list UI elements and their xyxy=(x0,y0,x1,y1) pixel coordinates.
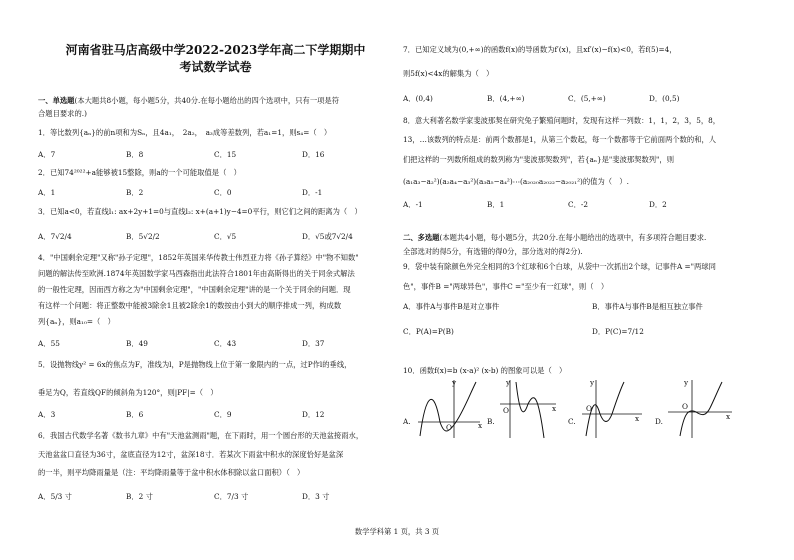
q10-a-x: x xyxy=(478,421,483,430)
q6-line1: 6．我国古代数学名著《数书九章》中有"天池盆测雨"题，在下雨时，用一个圆台形的天池盆接雨水， xyxy=(38,431,364,440)
q9-option-d: D．P(C)=7/12 xyxy=(592,327,644,336)
q8-option-a: A．-1 xyxy=(403,200,423,209)
q9-line2: 色"，事件B ="两球异色"，事件C ="至少有一红球"，则（ ） xyxy=(403,282,609,291)
q10-b-y: y xyxy=(506,378,511,387)
q6-option-b: B．2 寸 xyxy=(126,492,153,501)
q10-graph-d xyxy=(666,378,734,440)
q2-option-a: A．1 xyxy=(38,188,56,197)
q4-option-b: B．49 xyxy=(126,339,148,348)
q9-line1: 9．袋中装有除颜色外完全相同的3个红球和6个白球，从袋中一次抓出2个球，记事件A ="两球同 xyxy=(403,262,716,271)
q7-option-d: D．(0,5) xyxy=(649,94,680,103)
section1-desc1: (本大题共8小题，每小题5分，共40分.在每小题给出的四个选项中，只有一项是符 xyxy=(74,96,340,105)
q6-line3: 的一半，则平均降雨量是（注：平均降雨量等于盆中积水体积除以盆口面积）（ ） xyxy=(38,468,305,477)
q4-line3: 的一般性定理，因而西方称之为"中国剩余定理"，"中国剩余定理"讲的是一个关于同余的问题．现 xyxy=(38,285,351,294)
q4-option-a: A．55 xyxy=(38,339,60,348)
exam-title xyxy=(38,42,393,76)
q3-text: 3．已知a<0，若直线l₁: ax+2y+1=0与直线l₂: x+(a+1)y−4=0平行，则它们之间的距离为（ ） xyxy=(38,207,362,216)
q6-option-a: A．5/3 寸 xyxy=(38,492,72,501)
q8-option-d: D．2 xyxy=(649,200,667,209)
q5-option-b: B．6 xyxy=(126,410,144,419)
q10-c-x: x xyxy=(635,414,640,423)
q5-option-c: C．9 xyxy=(214,410,232,419)
q8-option-b: B．1 xyxy=(487,200,505,209)
q10-option-a: A. xyxy=(403,417,411,426)
q2-text: 2．已知74²⁰²²+a能够被15整除，则a的一个可能取值是（ ） xyxy=(38,168,241,177)
q1-option-b: B．8 xyxy=(126,150,144,159)
q7-option-c: C．(5,+∞) xyxy=(568,94,606,103)
section2-desc1: (本题共4小题，每小题5分，共20分.在每小题给出的选项中，有多项符合题目要求. xyxy=(439,233,707,242)
q4-option-c: C．43 xyxy=(214,339,237,348)
q4-line4: 有这样一个问题：将正整数中能被3除余1且被2除余1的数按由小到大的顺序排成一列，构成数 xyxy=(38,301,342,310)
q9-option-a: A．事件A与事件B是对立事件 xyxy=(403,302,500,311)
q10-option-b: B. xyxy=(487,417,495,426)
section1-heading: 一、单选题 xyxy=(38,96,75,105)
q10-c-o: O xyxy=(586,404,592,413)
q3-option-b: B．5√2/2 xyxy=(126,232,160,241)
q4-line1: 4．"中国剩余定理"又称"孙子定理"，1852年英国来华传教士伟烈亚力将《孙子算经》中"物不知数" xyxy=(38,253,359,262)
q10-a-y: y xyxy=(452,378,457,387)
q1-text: 1．等比数列{aₙ}的前n项和为Sₙ，且4a₁， 2a₂， a₃成等差数列，若a₁=1，则s₄=（ ） xyxy=(38,128,332,137)
q4-line5: 列{aₙ}，则a₁₀=（ ） xyxy=(38,317,115,326)
q1-option-d: D．16 xyxy=(302,150,325,159)
q6-option-c: C．7/3 寸 xyxy=(214,492,249,501)
q7-line2: 则5f(x)<4x的解集为（ ） xyxy=(403,69,494,78)
section1-header xyxy=(38,96,339,106)
q6-option-d: D．3 寸 xyxy=(302,492,330,501)
q8-line3: 们把这样的一列数所组成的数列称为"斐波那契数列"，若{aₙ}是"斐波那契数列"，则 xyxy=(403,155,675,164)
q8-line1: 8．意大利著名数学家斐波那契在研究兔子繁殖问题时，发现有这样一列数：1，1，2，3，5，8， xyxy=(403,116,721,125)
q7-option-b: B．(4,+∞) xyxy=(487,94,525,103)
q10-d-x: x xyxy=(726,412,731,421)
q10-option-c: C. xyxy=(568,417,576,426)
q10-b-x: x xyxy=(552,404,557,413)
section2-header xyxy=(403,233,706,243)
q10-option-d: D. xyxy=(655,417,663,426)
q10-text: 10．函数f(x)=b (x-a)² (x-b) 的图象可以是（ ） xyxy=(403,366,567,375)
q9-option-c: C．P(A)=P(B) xyxy=(403,327,454,336)
exam-title-line2: 考试数学试卷 xyxy=(179,60,252,74)
q10-d-y: y xyxy=(684,378,689,387)
q8-option-c: C．-2 xyxy=(568,200,588,209)
q9-option-b: B．事件A与事件B是相互独立事件 xyxy=(592,302,703,311)
q10-b-o: O xyxy=(503,406,509,415)
exam-title-line1: 河南省驻马店高级中学2022-2023学年高二下学期期中 xyxy=(65,43,366,57)
q7-option-a: A．(0,4) xyxy=(403,94,433,103)
q1-option-a: A．7 xyxy=(38,150,56,159)
q5-line1: 5．设抛物线y² = 6x的焦点为F，准线为l，P是抛物线上位于第一象限内的一点，过P作l的垂线， xyxy=(38,360,352,369)
q2-option-c: C．0 xyxy=(214,188,232,197)
q5-option-a: A．3 xyxy=(38,410,56,419)
q10-a-o: O xyxy=(446,423,452,432)
q2-option-b: B．2 xyxy=(126,188,144,197)
q8-line4: (a₁a₃−a₂²)(a₂a₄−a₃²)(a₃a₅−a₄²)⋯(a₂₀₂₀a₂₀₂₂−a₂₀₂₁²)的值为（ ）. xyxy=(403,177,629,186)
q8-line2: 13，…该数列的特点是：前两个数都是1，从第三个数起，每一个数都等于它前面两个数的和，人 xyxy=(403,135,717,144)
q5-line2: 垂足为Q，若直线QF的倾斜角为120°，则|PF|=（ ） xyxy=(38,388,218,397)
q7-line1: 7．已知定义域为(0,+∞)的函数f(x)的导函数为f′(x)，且xf′(x)−f(x)<0，若f(5)=4， xyxy=(403,45,677,54)
section1-desc2: 合题目要求的.) xyxy=(38,109,87,118)
page-footer: 数学学科第 1 页，共 3 页 xyxy=(354,527,440,536)
section2-heading: 二、多选题 xyxy=(403,233,440,242)
section2-desc2: 全部选对的得5分，有选错的得0分，部分选对的得2分). xyxy=(403,247,583,256)
q5-option-d: D．12 xyxy=(302,410,325,419)
q10-d-o: O xyxy=(682,402,688,411)
q6-line2: 天池盆盆口直径为36寸，盆底直径为12寸，盆深18寸．若某次下雨盆中积水的深度恰好是盆深 xyxy=(38,450,344,459)
q2-option-d: D．-1 xyxy=(302,188,323,197)
q10-c-y: y xyxy=(590,378,595,387)
q3-option-c: C．√5 xyxy=(214,232,237,241)
q3-option-a: A．7√2/4 xyxy=(38,232,72,241)
q1-option-c: C．15 xyxy=(214,150,237,159)
q3-option-d: D．√5或7√2/4 xyxy=(302,232,353,241)
q4-line2: 问题的解法传至欧洲.1874年英国数学家马西森指出此法符合1801年由高斯得出的关于同余式解法 xyxy=(38,269,355,278)
q4-option-d: D．37 xyxy=(302,339,325,348)
